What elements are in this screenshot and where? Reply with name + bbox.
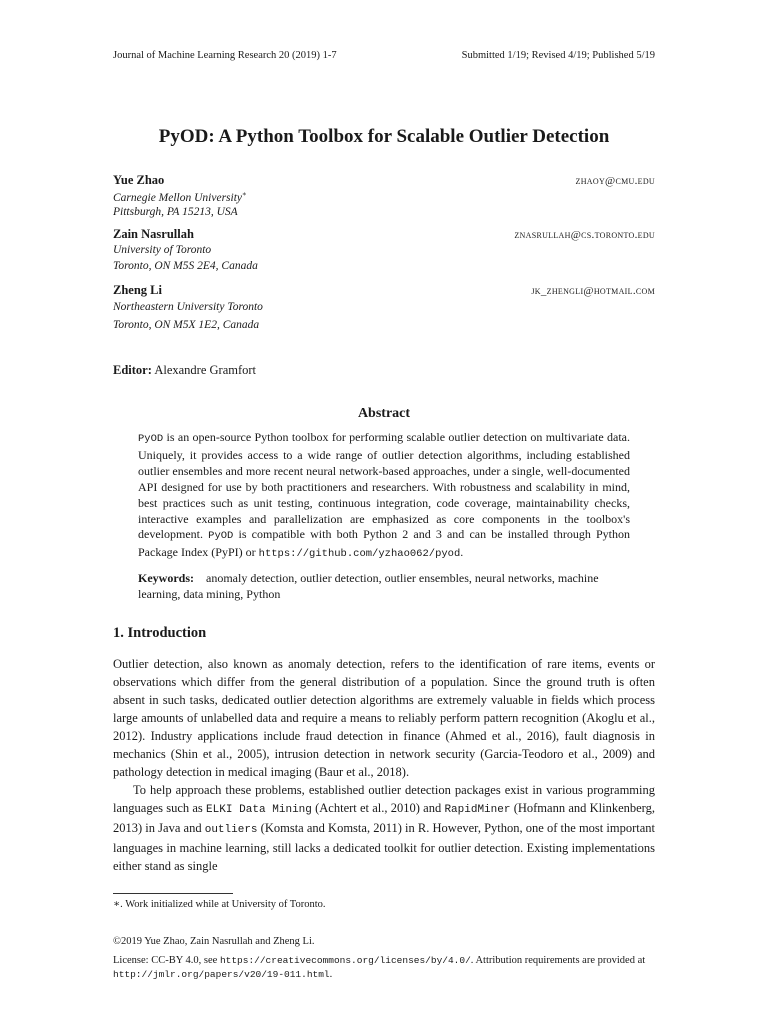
- intro-p2-text-d: (Komsta and Komsta, 2011) in R. However, Python, one of the most important languages in machine learning, still lacks a dedicated toolkit for outlier detection. Existing implementations either stand as single: [113, 821, 655, 873]
- running-head-right: Submitted 1/19; Revised 4/19; Published 5/19: [461, 50, 655, 61]
- intro-paragraph-2: [113, 781, 655, 875]
- author-name-1: Yue Zhao: [113, 173, 165, 187]
- editor-label: Editor:: [113, 363, 152, 377]
- author-email-3: jk_zhengli@hotmail.com: [531, 285, 655, 297]
- abstract-heading: Abstract: [357, 406, 411, 421]
- running-head-left: Journal of Machine Learning Research 20 (2019) 1-7: [113, 50, 337, 61]
- paper-title: PyOD: A Python Toolbox for Scalable Outlier Detection: [158, 126, 610, 147]
- license-link[interactable]: https://creativecommons.org/licenses/by/4.0/: [219, 955, 471, 966]
- introduction-body: [113, 655, 655, 875]
- license-a: License: CC-BY 4.0, see: [113, 955, 220, 966]
- author-email-1: zhaoy@cmu.edu: [575, 175, 655, 187]
- footnote: ∗. Work initialized while at University of Toronto.: [113, 899, 326, 910]
- license-text: [113, 954, 655, 982]
- section-heading-introduction: 1. Introduction: [113, 625, 207, 641]
- github-link[interactable]: https://github.com/yzhao062/pyod: [258, 548, 461, 561]
- affiliation-footnote-mark: ∗: [242, 190, 247, 198]
- author-affiliation-1: [113, 190, 247, 204]
- license-b: . Attribution requirements are provided at: [470, 955, 646, 966]
- author-affiliation-3-line2: Toronto, ON M5X 1E2, Canada: [113, 319, 260, 331]
- author-affiliation-2-line1: University of Toronto: [113, 244, 212, 256]
- editor-name: Alexandre Gramfort: [154, 363, 257, 377]
- editor-line: [113, 363, 256, 378]
- rapidminer-name: RapidMiner: [444, 804, 511, 816]
- author-affiliation-1-line1: Carnegie Mellon University: [113, 191, 243, 204]
- keywords-label: Keywords:: [138, 571, 194, 585]
- pyod-name: PyOD: [138, 433, 164, 445]
- intro-paragraph-1: Outlier detection, also known as anomaly detection, refers to the identification of rare items, events or observations which differ from the general distribution of a population. Since the ground truth is often absent in such tasks, dedicated outlier detection algorithms are extremely valuable in fields which process large amounts of unlabelled data and require a means to reliably perform pattern recognition (Akoglu et al., 2012). Industry applications include fraud detection in finance (Ahmed et al., 2016), fault diagnosis in mechanics (Shin et al., 2005), intrusion detection in network security (Garcia-Teodoro et al., 2009) and pathology detection in medical imaging (Baur et al., 2018).: [113, 657, 655, 779]
- abstract-body: [138, 430, 630, 563]
- author-name-2: Zain Nasrullah: [113, 227, 194, 241]
- paper-link[interactable]: http://jmlr.org/papers/v20/19-011.html: [113, 969, 330, 980]
- intro-p2-text-b: (Achtert et al., 2010) and: [311, 801, 445, 815]
- author-name-3: Zheng Li: [113, 283, 162, 297]
- author-affiliation-3-line1: Northeastern University Toronto: [113, 301, 263, 313]
- keywords-text: anomaly detection, outlier detection, outlier ensembles, neural networks, machine learning, data mining, Python: [138, 571, 599, 601]
- abstract-text-1: is an open-source Python toolbox for performing scalable outlier detection on multivariate data. Uniquely, it provides access to a wide range of outlier detection algorithms, including established outlier ensembles and more recent neural network-based approaches, under a single, well-documented API designed for use by both practitioners and researchers. With robustness and scalability in mind, best practices such as unit testing, continuous integration, code coverage, maintainability checks, interactive examples and parallelization are emphasized as core components in the toolbox's development.: [138, 430, 630, 542]
- intro-p2-text-a: To help approach these problems, established outlier detection packages exist in various programming languages such as: [113, 783, 655, 815]
- copyright-line: ©2019 Yue Zhao, Zain Nasrullah and Zheng Li.: [113, 936, 315, 947]
- intro-p2-text-c: (Hofmann and Klinkenberg, 2013) in Java and: [113, 801, 655, 835]
- author-affiliation-1-line2: Pittsburgh, PA 15213, USA: [113, 206, 238, 218]
- author-affiliation-2-line2: Toronto, ON M5S 2E4, Canada: [113, 260, 258, 272]
- pyod-name: PyOD: [208, 530, 234, 543]
- elki-name: ELKI Data Mining: [206, 804, 312, 816]
- outliers-name: outliers: [204, 824, 258, 836]
- abstract-end: .: [460, 545, 464, 560]
- abstract-text-2: is compatible with both Python 2 and 3 and can be installed through Python Package Index (PyPI) or: [138, 527, 631, 560]
- keywords: [138, 571, 630, 603]
- author-email-2: znasrullah@cs.toronto.edu: [514, 229, 655, 241]
- license-c: .: [329, 969, 333, 980]
- footnote-rule: [113, 893, 233, 894]
